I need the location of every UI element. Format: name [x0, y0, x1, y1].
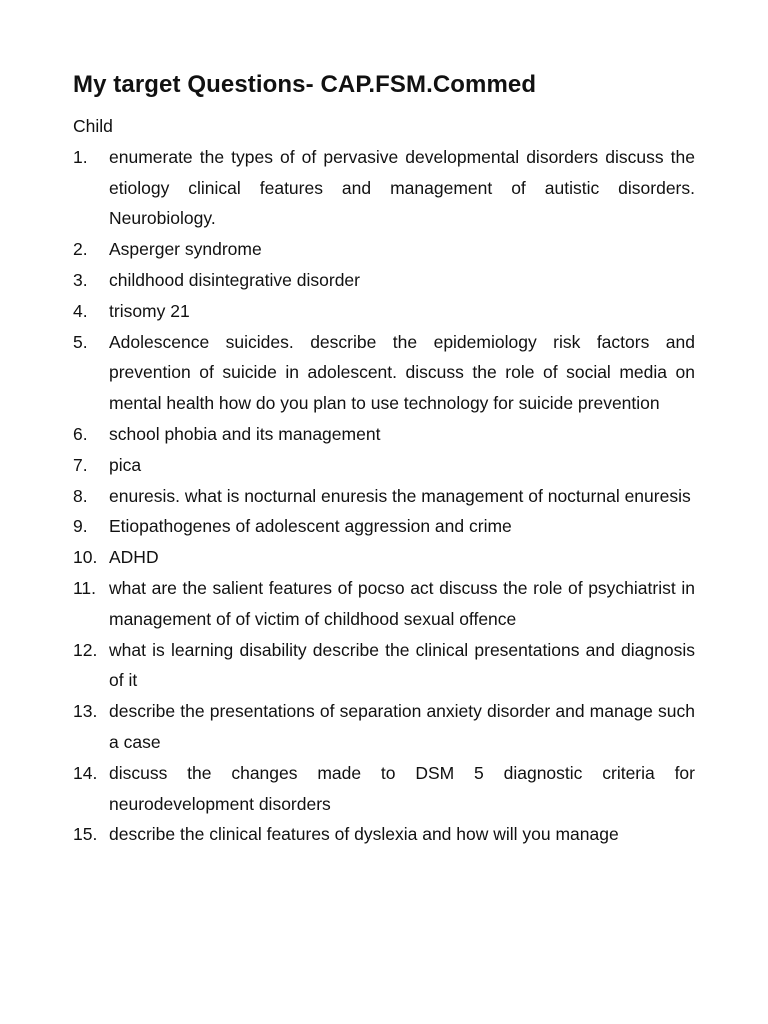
question-text: enuresis. what is nocturnal enuresis the management of nocturnal enuresis: [109, 485, 691, 506]
question-text: childhood disintegrative disorder: [109, 269, 360, 290]
question-item: [73, 450, 695, 481]
question-number: 4.: [73, 300, 88, 321]
question-text: describe the clinical features of dyslexia and how will you manage: [109, 824, 619, 845]
question-number: 10.: [73, 547, 98, 568]
question-item: [73, 542, 695, 573]
question-text: what are the salient features of pocso act discuss the role of psychiatrist in management of of victim of childhood sexual offence: [109, 577, 695, 629]
question-item: [73, 481, 695, 512]
question-text: ADHD: [109, 547, 159, 568]
question-number: 3.: [73, 269, 88, 290]
question-text: enumerate the types of of pervasive developmental disorders discuss the etiology clinical features and management of autistic disorders. Neurobiology.: [109, 146, 695, 229]
question-item: [73, 327, 695, 419]
question-item: [73, 296, 695, 327]
question-text: what is learning disability describe the clinical presentations and diagnosis of it: [109, 639, 695, 691]
question-text: Etiopathogenes of adolescent aggression and crime: [109, 516, 512, 537]
question-item: [73, 635, 695, 697]
question-item: [73, 819, 695, 850]
page-title: My target Questions- CAP.FSM.Commed: [73, 71, 537, 98]
document-page: [73, 68, 695, 850]
question-number: 14.: [73, 762, 98, 783]
question-number: 7.: [73, 454, 88, 475]
question-number: 6.: [73, 423, 88, 444]
question-number: 13.: [73, 701, 98, 722]
question-item: [73, 758, 695, 820]
section-heading: Child: [73, 116, 113, 136]
question-text: trisomy 21: [109, 300, 190, 321]
question-item: [73, 511, 695, 542]
question-number: 12.: [73, 639, 98, 660]
question-text: school phobia and its management: [109, 423, 381, 444]
question-text: describe the presentations of separation anxiety disorder and manage such a case: [109, 701, 695, 752]
question-text: Asperger syndrome: [109, 239, 262, 260]
question-number: 8.: [73, 485, 88, 506]
question-item: [73, 419, 695, 450]
question-item: [73, 265, 695, 296]
question-text: pica: [109, 454, 142, 475]
question-item: [73, 234, 695, 265]
question-number: 1.: [73, 146, 88, 167]
question-item: [73, 573, 695, 635]
question-number: 11.: [73, 577, 97, 598]
question-number: 15.: [73, 824, 98, 845]
question-number: 5.: [73, 331, 88, 352]
question-text: Adolescence suicides. describe the epidemiology risk factors and prevention of suicide in adolescent. discuss the role of social media on mental health how do you plan to use technology for suicide prevention: [109, 331, 695, 414]
question-text: discuss the changes made to DSM 5 diagnostic criteria for neurodevelopment disorders: [109, 762, 695, 814]
question-number: 2.: [73, 239, 88, 260]
question-item: [73, 696, 695, 758]
question-item: [73, 142, 695, 234]
question-list: [73, 142, 695, 850]
question-number: 9.: [73, 516, 88, 537]
